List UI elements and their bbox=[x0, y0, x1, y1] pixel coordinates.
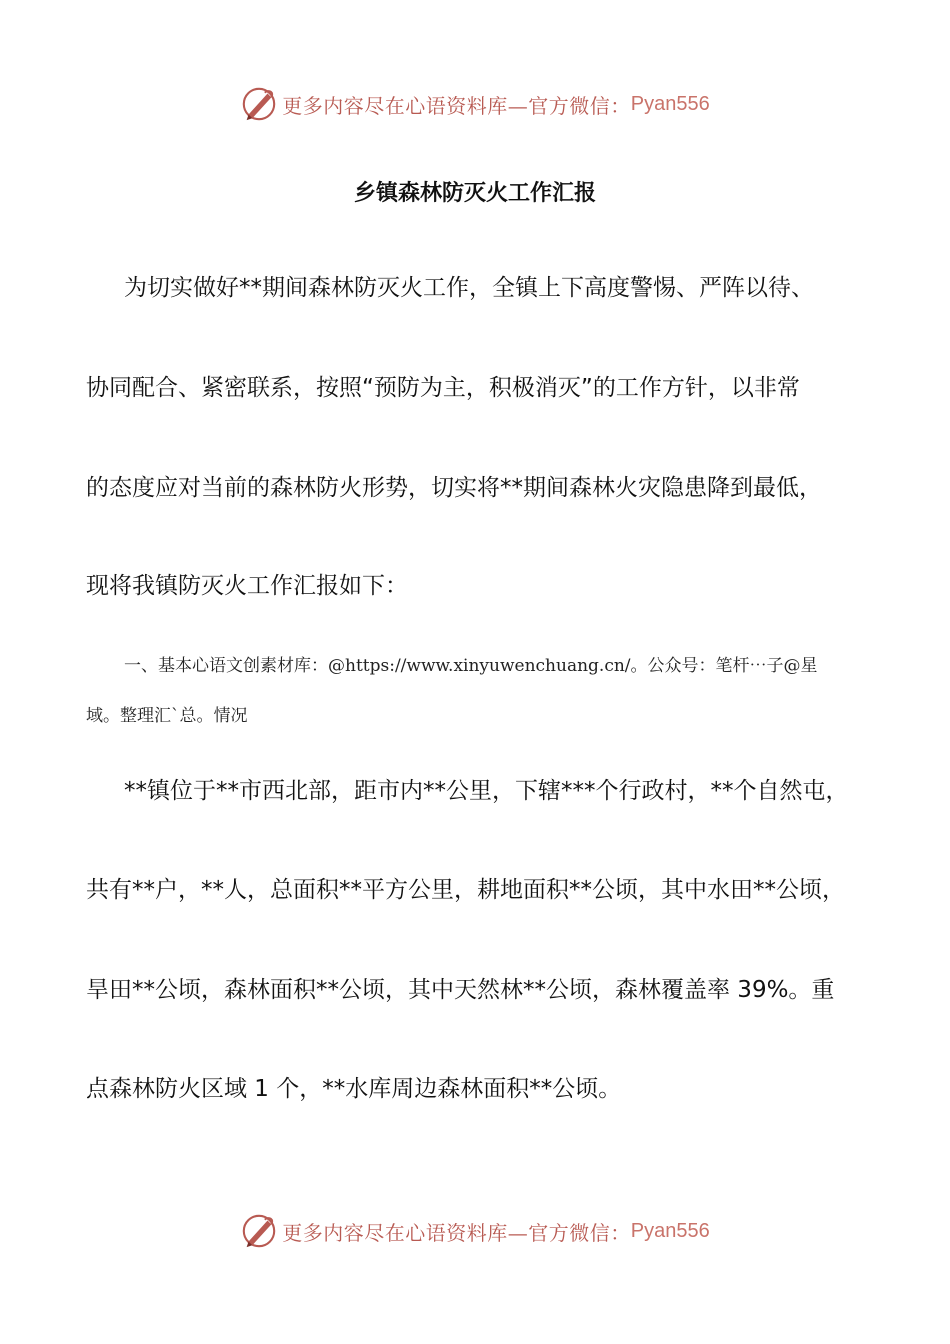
body-line: 旱田**公顷，森林面积**公顷，其中天然林**公顷，森林覆盖率 39%。重 bbox=[86, 977, 835, 1003]
banner-wechat-id: Pyan556 bbox=[630, 1219, 710, 1242]
banner-wechat-id: Pyan556 bbox=[630, 92, 710, 115]
intro-line: 为切实做好**期间森林防灭火工作，全镇上下高度警惕、严阵以待、 bbox=[124, 275, 814, 301]
body-line: 共有**户，**人，总面积**平方公里，耕地面积**公顷，其中水田**公顷， bbox=[86, 877, 845, 903]
body-line: **镇位于**市西北部，距市内**公里，下辖***个行政村，**个自然屯， bbox=[124, 778, 849, 804]
section-heading-line: 一、基本心语文创素材库：@https://www.xinyuwenchuang.cn/。公众号：笔杆⋯子@星 bbox=[124, 656, 818, 676]
footer-banner bbox=[0, 1209, 950, 1253]
intro-line: 现将我镇防灭火工作汇报如下： bbox=[86, 573, 408, 599]
banner-text: 更多内容尽在心语资料库—官方微信： bbox=[282, 93, 631, 118]
header-banner bbox=[0, 82, 950, 126]
pen-logo-icon bbox=[240, 85, 278, 123]
intro-line: 协同配合、紧密联系，按照“预防为主，积极消灭”的工作方针，以非常 bbox=[86, 375, 800, 401]
section-heading-line: 域。整理汇`总。情况 bbox=[86, 706, 248, 726]
intro-line: 的态度应对当前的森林防火形势，切实将**期间森林火灾隐患降到最低， bbox=[86, 475, 822, 501]
banner-text: 更多内容尽在心语资料库—官方微信： bbox=[282, 1220, 631, 1245]
pen-logo-icon bbox=[240, 1212, 278, 1250]
document-title: 乡镇森林防灭火工作汇报 bbox=[353, 181, 596, 206]
body-line: 点森林防火区域 1 个，**水库周边森林面积**公顷。 bbox=[86, 1076, 622, 1102]
